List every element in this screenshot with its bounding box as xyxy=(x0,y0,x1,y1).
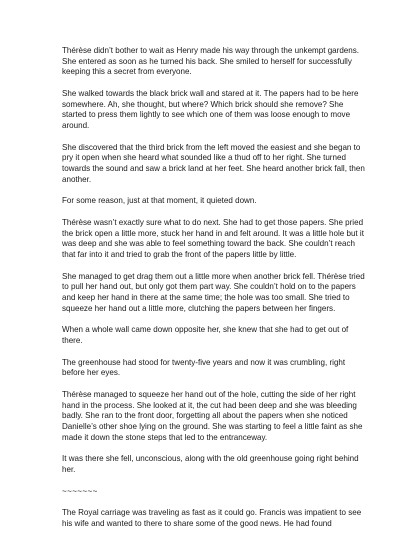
paragraph-quieted-down: For some reason, just at that moment, it quieted down. xyxy=(62,196,257,206)
section-divider: ~~~~~~~ xyxy=(62,486,98,496)
paragraph-get-papers: Thérèse wasn’t exactly sure what to do next. She had to get those papers. She pried the brick open a little more, stuck her hand in and felt around. It was a little hole but it was deep and she was able to feel something toward the back. She couldn’t reach that far into it and tried to grab the front of the papers little by little. xyxy=(62,218,364,260)
document-body xyxy=(62,46,366,541)
paragraph-greenhouse-crumbling: The greenhouse had stood for twenty-five years and now it was crumbling, right before her eyes. xyxy=(62,357,346,378)
paragraph-whole-wall: When a whole wall came down opposite her, she knew that she had to get out of there. xyxy=(62,325,349,346)
paragraph-third-brick: She discovered that the third brick from the left moved the easiest and she began to pry it open when she heard what sounded like a thud off to her right. She turned towards the sound and saw a brick land at her feet. She heard another brick fall, then another. xyxy=(62,142,365,184)
paragraph-another-brick-fell: She managed to get drag them out a little more when another brick fell. Thérèse tried to pull her hand out, but only got them part way. She couldn’t hold on to the papers and keep her hand in there at the same time; the hole was too small. She tried to squeeze her hand out a little more, clutching the papers between her fingers. xyxy=(62,271,365,313)
paragraph-royal-carriage: The Royal carriage was traveling as fast as it could go. Francis was impatient to see his wife and wanted to there to share some of the good news. He had found xyxy=(62,508,362,528)
paragraph-cut-hand: Thérèse managed to squeeze her hand out of the hole, cutting the side of her right hand in the process. She looked at it, the cut had been deep and she was bleeding badly. She ran to the front door, forgetting all about the papers when she noticed Danielle’s other shoe lying on the ground. She was starting to feel a little faint as she made it down the stone steps that led to the entranceway. xyxy=(62,390,363,442)
paragraph-therese-enters: Thérèse didn’t bother to wait as Henry made his way through the unkempt gardens. She entered as soon as he turned his back. She smiled to herself for successfully keeping this a secret from everyone. xyxy=(62,46,360,77)
paragraph-black-brick-wall: She walked towards the black brick wall and stared at it. The papers had to be here somewhere. Ah, she thought, but where? Which brick should she remove? She started to press them lightly to see which one of them was loose enough to move around. xyxy=(62,89,359,131)
paragraph-fell-unconscious: It was there she fell, unconscious, along with the old greenhouse going right behind her. xyxy=(62,454,359,475)
